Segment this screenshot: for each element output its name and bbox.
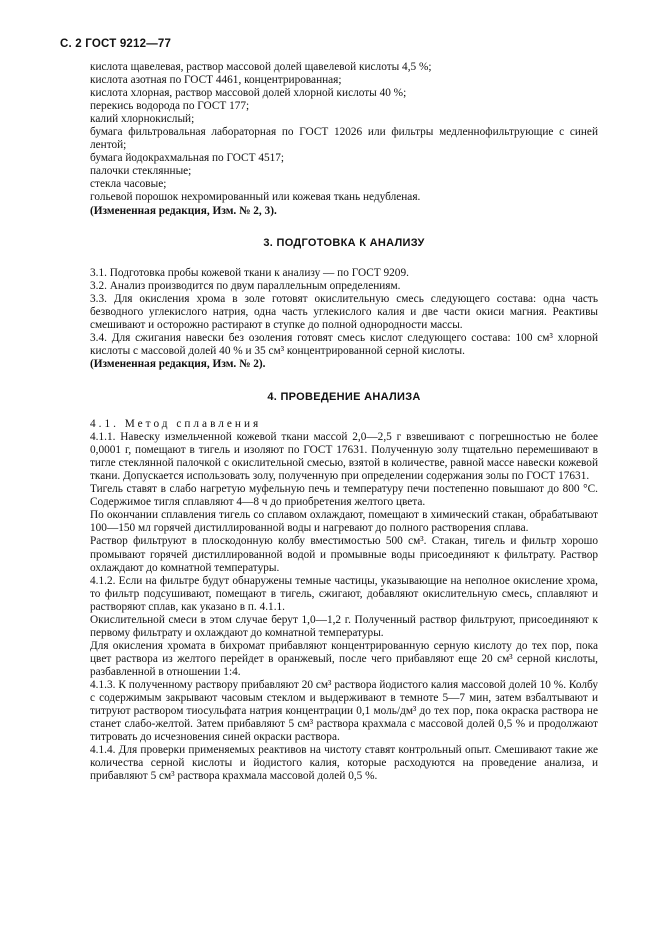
paragraph-4-1-1-c: По окончании сплавления тигель со сплавом охлаждают, помещают в химический стакан, обрабатывают 100—150 мл горячей дистиллированной воды и нагревают до полного растворения сплава. [90,509,598,535]
paragraph-3-1: 3.1. Подготовка пробы кожевой ткани к анализу — по ГОСТ 9209. [90,266,409,279]
reagent-list [90,61,598,218]
paragraph-4-1-2-c: Для окисления хромата в бихромат прибавляют концентрированную серную кислоту до тех пор, пока цвет раствора из желтого перейдет в оранжевый, после чего прибавляют еще 20 см³ серной кислоты, разбавленной в отношении 1:4. [90,639,598,678]
paragraph-3-4: 3.4. Для сжигания навески без озоления готовят смесь кислот следующего состава: 100 см³ хлорной кислоты с массовой долей 40 % и 35 см³ концентрированной серной кислоты. [90,331,598,357]
paragraph-4-1-3: 4.1.3. К полученному раствору прибавляют 20 см³ раствора йодистого калия массовой долей 10 %. Колбу с содержимым закрывают часовым стеклом и выдерживают в темноте 5—7 мин, затем взбалтывают и титруют раствором тиосульфата натрия концентрации 0,1 моль/дм³ до тех пор, пока окраска раствора не станет слабо-желтой. Затем прибавляют 5 см³ раствора крахмала с массовой долей 0,5 % и продолжают титровать до исчезновения синей окраски раствора. [90,678,598,744]
reagent-item: калий хлорнокислый; [90,113,195,126]
reagent-item: гольевой порошок нехромированный или кожевая ткань недубленая. [90,191,421,204]
amendment-note: (Измененная редакция, Изм. № 2). [90,357,266,370]
method-heading: 4.1. Метод сплавления [90,418,262,431]
paragraph-4-1-4: 4.1.4. Для проверки применяемых реактивов на чистоту ставят контрольный опыт. Смешивают такие же количества серной кислоты и йодистого калия, которые расходуются на проведение анализа, и прибавляют 5 см³ раствора крахмала массовой долей 0,5 %. [90,744,598,783]
section-3-title: 3. ПОДГОТОВКА К АНАЛИЗУ [263,236,425,249]
page-header: С. 2 ГОСТ 9212—77 [60,38,172,50]
paragraph-4-1-1-b: Тигель ставят в слабо нагретую муфельную печь и температуру печи постепенно повышают до 800 °С. Содержимое тигля сплавляют 4—8 ч до приобретения желтого цвета. [90,483,598,509]
reagent-item: бумага фильтровальная лабораторная по ГОСТ 12026 или фильтры медленнофильтрующие с синей лентой; [90,126,598,152]
reagent-item: палочки стеклянные; [90,165,192,178]
section-4-body [90,418,598,783]
reagent-item: кислота щавелевая, раствор массовой долей щавелевой кислоты 4,5 %; [90,61,432,73]
paragraph-4-1-2-b: Окислительной смеси в этом случае берут 1,0—1,2 г. Полученный раствор фильтруют, присоединяют к первому фильтрату и охлаждают до комнатной температуры. [90,613,598,639]
reagent-item: кислота хлорная, раствор массовой долей хлорной кислоты 40 %; [90,87,407,100]
reagent-item: стекла часовые; [90,178,167,191]
reagent-item: бумага йодокрахмальная по ГОСТ 4517; [90,152,285,165]
reagent-item: перекись водорода по ГОСТ 177; [90,100,250,113]
paragraph-4-1-2: 4.1.2. Если на фильтре будут обнаружены темные частицы, указывающие на неполное окисление хрома, то фильтр подсушивают, помещают в тигель, сжигают, добавляют окислительную смесь, сплавляют и растворяют сплав, как указано в п. 4.1.1. [90,574,598,613]
paragraph-3-3: 3.3. Для окисления хрома в золе готовят окислительную смесь следующего состава: одна часть безводного углекислого натрия, одна часть углекислого калия и две части окиси магния. Реактивы смешивают и осторожно растирают в ступке до полной однородности массы. [90,292,598,331]
document-body [90,61,598,783]
section-3-body [90,267,598,371]
section-4-title: 4. ПРОВЕДЕНИЕ АНАЛИЗА [267,390,421,403]
amendment-note: (Измененная редакция, Изм. № 2, 3). [90,204,277,217]
paragraph-4-1-1: 4.1.1. Навеску измельченной кожевой ткани массой 2,0—2,5 г взвешивают с погрешностью не более 0,0001 г, помещают в тигель и изоляют по ГОСТ 17631. Полученную золу тщательно перемешивают в тигле стеклянной палочкой с окислительной смесью, взятой в количестве, равной массе навески кожевой ткани. Допускается использовать золу, полученную при определении содержания золы по ГОСТ 17631. [90,431,598,483]
reagent-item: кислота азотная по ГОСТ 4461, концентрированная; [90,74,342,87]
paragraph-3-2: 3.2. Анализ производится по двум параллельным определениям. [90,279,401,292]
paragraph-4-1-1-d: Раствор фильтруют в плоскодонную колбу вместимостью 500 см³. Стакан, тигель и фильтр хорошо промывают горячей дистиллированной водой и промывные воды присоединяют к фильтрату. Раствор охлаждают до комнатной температуры. [90,535,598,574]
